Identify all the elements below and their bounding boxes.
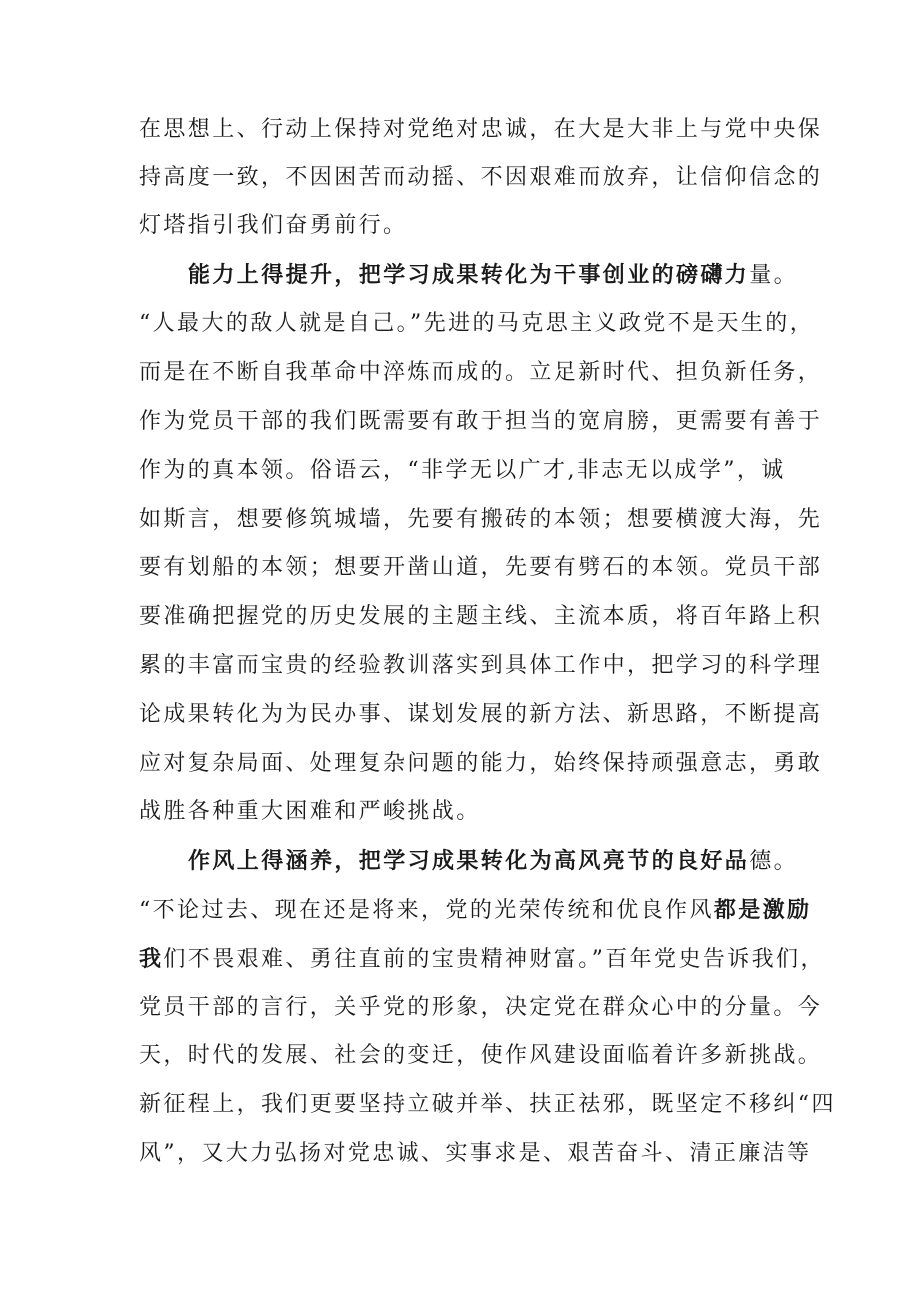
text-line: 灯塔指引我们奋勇前行。 xyxy=(139,213,408,238)
text-line: 党员干部的言行，关乎党的形象，决定党在群众心中的分量。今 xyxy=(139,995,823,1020)
text-line: “不论过去、现在还是将来，党的光荣传统和优良作风都是激励 xyxy=(139,897,812,923)
emphasis-text: 都是激励 xyxy=(713,897,812,923)
text-line: 持高度一致，不因困苦而动摇、不因艰难而放弃，让信仰信念的 xyxy=(139,165,823,190)
text-line: 要准确把握党的历史发展的主题主线、主流本质，将百年路上积 xyxy=(139,604,823,629)
heading-bold-text: 作风上得涵养，把学习成果转化为高风亮节的良好品 xyxy=(188,848,750,874)
text-line: 应对复杂局面、处理复杂问题的能力，始终保持顽强意志，勇敢 xyxy=(139,751,823,776)
heading-bold-text: 能力上得提升，把学习成果转化为干事创业的磅礴力 xyxy=(188,262,750,288)
text-line: 风”，又大力弘扬对党忠诚、实事求是、艰苦奋斗、清正廉洁等 xyxy=(139,1141,812,1166)
emphasis-text: 我 xyxy=(139,946,164,972)
text-line: 累的丰富而宝贵的经验教训落实到具体工作中，把学习的科学理 xyxy=(139,653,823,678)
text-line: 作为党员干部的我们既需要有敢于担当的宽肩膀，更需要有善于 xyxy=(139,409,823,434)
text-line: 天，时代的发展、社会的变迁，使作风建设面临着许多新挑战。 xyxy=(139,1043,823,1068)
text-line: 战胜各种重大困难和严峻挑战。 xyxy=(139,799,481,824)
text-line: 论成果转化为为民办事、谋划发展的新方法、新思路，不断提高 xyxy=(139,702,823,727)
text-line: 如斯言，想要修筑城墙，先要有搬砖的本领；想要横渡大海，先 xyxy=(139,507,823,532)
text-line: 作为的真本领。俗语云，“非学无以广才,非志无以成学”，诚 xyxy=(139,458,786,483)
text-line: “人最大的敌人就是自己。”先进的马克思主义政党不是天生的， xyxy=(139,311,815,336)
text-line: 新征程上，我们更要坚持立破并举、扶正祛邪，既坚定不移纠“四 xyxy=(139,1092,836,1117)
section-heading-style: 作风上得涵养，把学习成果转化为高风亮节的良好品德。 xyxy=(188,848,799,874)
text-line: 要有划船的本领；想要开凿山道，先要有劈石的本领。党员干部 xyxy=(139,555,823,580)
text-line: 我们不畏艰难、勇往直前的宝贵精神财富。”百年党史告诉我们， xyxy=(139,946,825,972)
section-heading-ability: 能力上得提升，把学习成果转化为干事创业的磅礴力量。 xyxy=(188,262,799,288)
text-line: 在思想上、行动上保持对党绝对忠诚，在大是大非上与党中央保 xyxy=(139,117,823,142)
text-line: 而是在不断自我革命中淬炼而成的。立足新时代、担负新任务， xyxy=(139,360,823,385)
